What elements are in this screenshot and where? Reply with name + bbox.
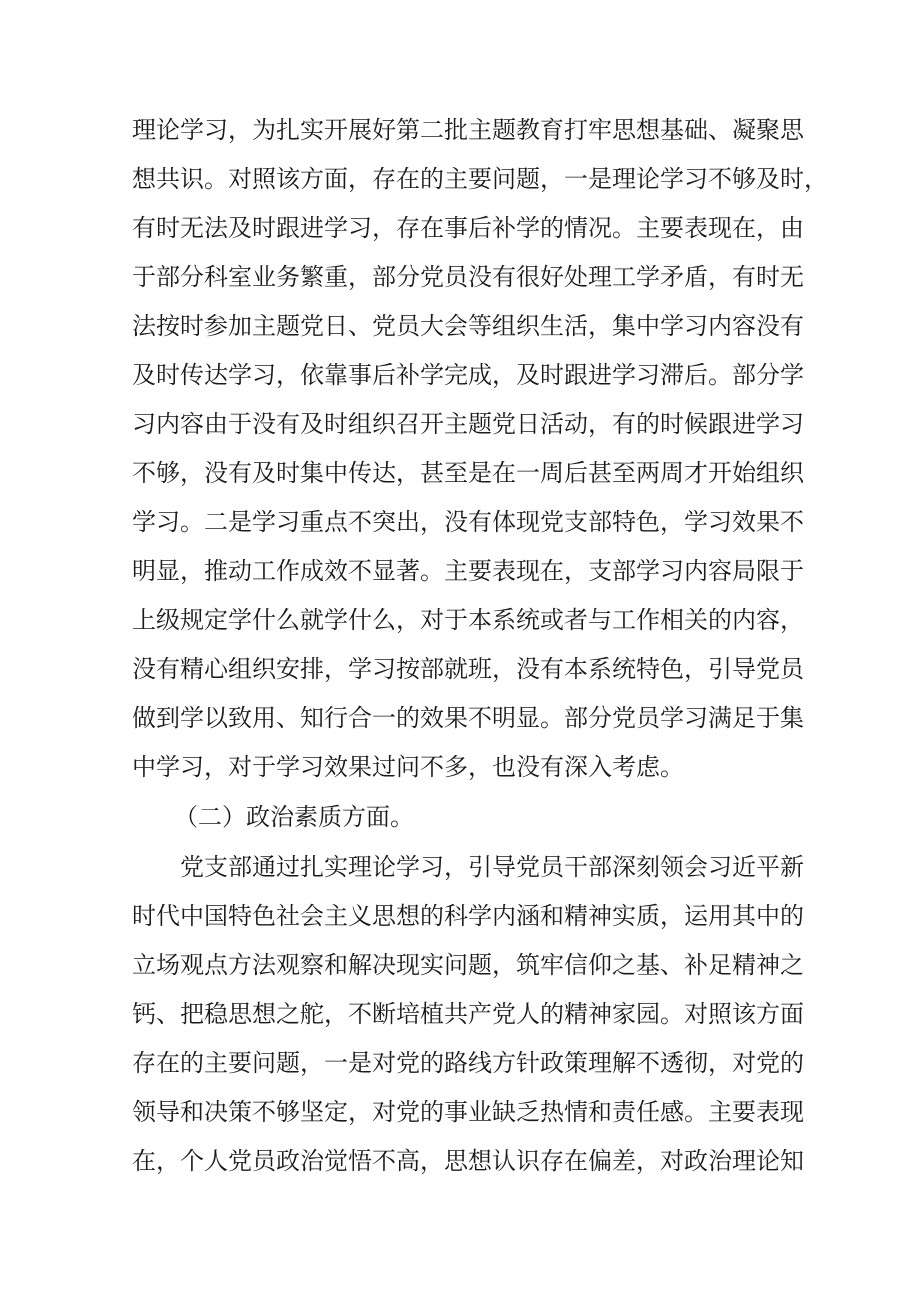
text-line-13: 做到学以致用、知行合一的效果不明显。部分党员学习满足于集 [132, 704, 804, 732]
text-line-6: 及时传达学习，依靠事后补学完成，及时跟进学习滞后。部分学 [132, 361, 804, 389]
text-line-3: 有时无法及时跟进学习，存在事后补学的情况。主要表现在，由 [132, 214, 804, 242]
text-line-2: 想共识。对照该方面，存在的主要问题，一是理论学习不够及时， [132, 165, 828, 193]
text-line-21: 领导和决策不够坚定，对党的事业缺乏热情和责任感。主要表现 [132, 1098, 804, 1126]
text-line-10: 明显，推动工作成效不显著。主要表现在，支部学习内容局限于 [132, 557, 804, 585]
text-line-17: 时代中国特色社会主义思想的科学内涵和精神实质，运用其中的 [132, 902, 804, 930]
text-line-4: 于部分科室业务繁重，部分党员没有很好处理工学矛盾，有时无 [132, 263, 804, 291]
text-line-8: 不够，没有及时集中传达，甚至是在一周后甚至两周才开始组织 [132, 459, 804, 487]
section-heading: （二）政治素质方面。 [174, 803, 414, 831]
text-line-18: 立场观点方法观察和解决现实问题，筑牢信仰之基、补足精神之 [132, 951, 804, 979]
text-line-7: 习内容由于没有及时组织召开主题党日活动，有的时候跟进学习 [132, 410, 804, 438]
text-line-5: 法按时参加主题党日、党员大会等组织生活，集中学习内容没有 [132, 312, 804, 340]
text-line-16: 党支部通过扎实理论学习，引导党员干部深刻领会习近平新 [180, 853, 804, 881]
text-line-11: 上级规定学什么就学什么，对于本系统或者与工作相关的内容， [132, 606, 804, 634]
text-line-22: 在，个人党员政治觉悟不高，思想认识存在偏差，对政治理论知 [132, 1147, 804, 1175]
text-line-20: 存在的主要问题，一是对党的路线方针政策理解不透彻，对党的 [132, 1049, 804, 1077]
text-line-19: 钙、把稳思想之舵，不断培植共产党人的精神家园。对照该方面 [132, 1000, 804, 1028]
text-line-12: 没有精心组织安排，学习按部就班，没有本系统特色，引导党员 [132, 655, 804, 683]
text-line-14: 中学习，对于学习效果过问不多，也没有深入考虑。 [132, 753, 684, 781]
text-line-9: 学习。二是学习重点不突出，没有体现党支部特色，学习效果不 [132, 508, 804, 536]
text-line-1: 理论学习，为扎实开展好第二批主题教育打牢思想基础、凝聚思 [132, 116, 804, 144]
